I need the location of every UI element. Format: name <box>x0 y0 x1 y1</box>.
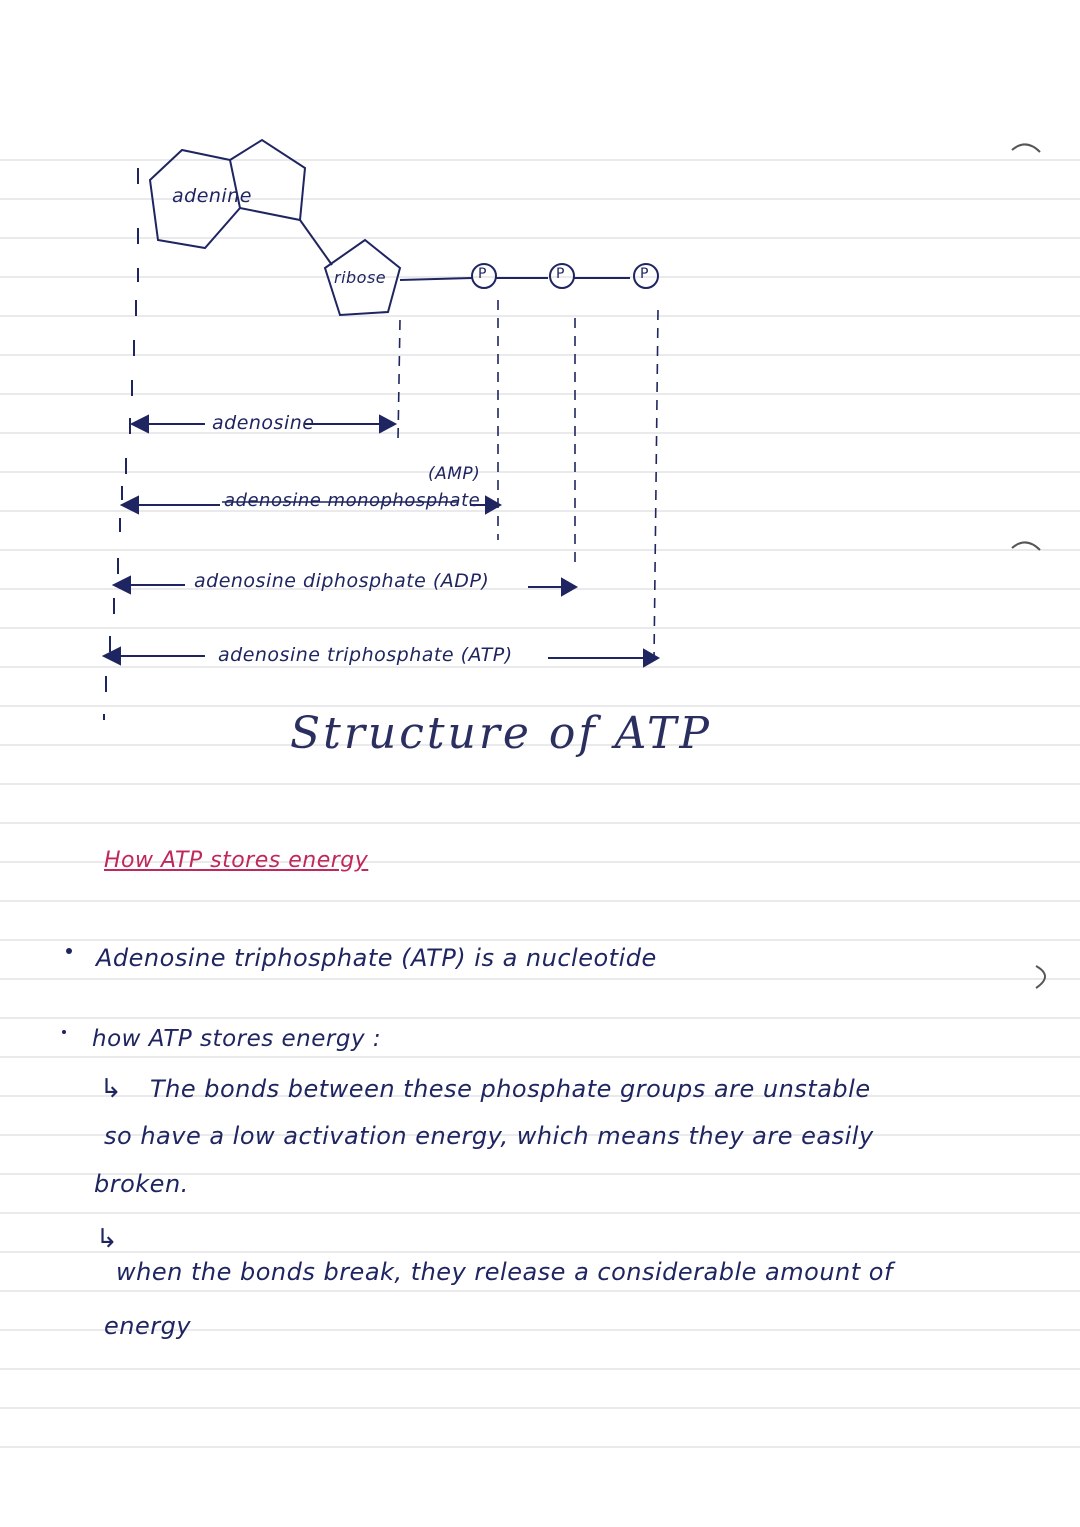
amp-abbrev-label: (AMP) <box>428 464 481 484</box>
note-line-2: how ATP stores energy : <box>92 1026 382 1052</box>
adenine-label: adenine <box>172 185 252 207</box>
bullet-dot-icon <box>66 948 72 954</box>
phosphate-3-label: P <box>640 266 649 282</box>
section-heading: How ATP stores energy <box>104 848 369 873</box>
adenosine-label: adenosine <box>212 412 315 434</box>
page-title: Structure of ATP <box>290 708 712 759</box>
phosphate-1-label: P <box>478 266 487 282</box>
note-line-1: Adenosine triphosphate (ATP) is a nucleotide <box>96 944 657 972</box>
amp-label: adenosine monophosphate <box>224 490 481 511</box>
phosphate-2-label: P <box>556 266 565 282</box>
sub-arrow-icon: ↳ <box>100 1074 122 1104</box>
note-line-7: energy <box>104 1312 192 1340</box>
note-line-4: so have a low activation energy, which means they are easily <box>104 1122 874 1150</box>
ribose-label: ribose <box>334 268 387 287</box>
note-line-5: broken. <box>94 1170 189 1198</box>
bullet-dot-icon <box>62 1030 66 1034</box>
adp-label: adenosine diphosphate (ADP) <box>194 570 490 592</box>
note-line-6: when the bonds break, they release a considerable amount of <box>116 1258 893 1286</box>
atp-label: adenosine triphosphate (ATP) <box>218 644 513 666</box>
adenine-pentagon <box>230 140 305 220</box>
sub-arrow-icon: ↳ <box>96 1224 118 1254</box>
note-line-3: The bonds between these phosphate groups are unstable <box>150 1075 871 1103</box>
atp-structure-diagram <box>0 0 1080 720</box>
